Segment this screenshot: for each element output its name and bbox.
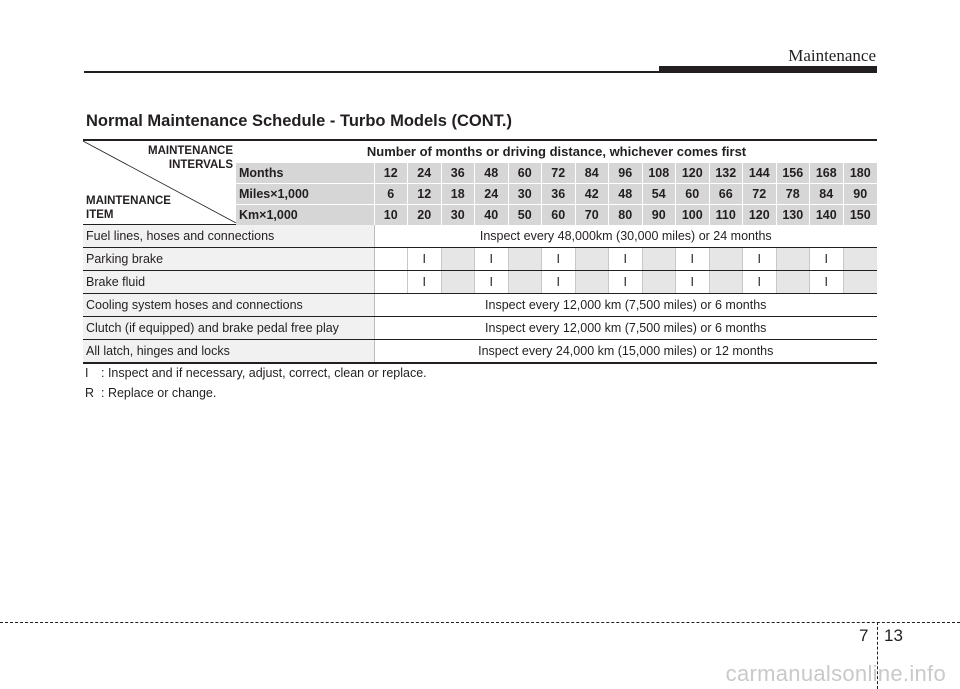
interval-label: Km×1,000: [236, 204, 374, 225]
schedule-mark: I: [408, 248, 442, 271]
interval-value: 10: [374, 204, 408, 225]
schedule-mark: [374, 271, 408, 294]
interval-value: 108: [642, 162, 676, 183]
interval-value: 54: [642, 183, 676, 204]
item-name: Clutch (if equipped) and brake pedal free play: [83, 317, 374, 340]
schedule-mark: [843, 271, 877, 294]
item-name: Fuel lines, hoses and connections: [83, 225, 374, 248]
item-name: All latch, hinges and locks: [83, 340, 374, 364]
header-rule-thin: [84, 71, 659, 73]
schedule-mark: [575, 271, 609, 294]
schedule-mark: [642, 271, 676, 294]
section-title: Maintenance: [788, 46, 876, 65]
interval-value: 96: [609, 162, 643, 183]
page-number: 13: [884, 626, 903, 645]
interval-value: 90: [642, 204, 676, 225]
schedule-mark: I: [408, 271, 442, 294]
schedule-mark: I: [676, 271, 710, 294]
schedule-mark: [709, 271, 743, 294]
interval-value: 120: [676, 162, 710, 183]
table-row: [83, 248, 877, 271]
interval-value: 156: [776, 162, 810, 183]
interval-value: 66: [709, 183, 743, 204]
interval-value: 50: [508, 204, 542, 225]
interval-value: 48: [475, 162, 509, 183]
table-row: [83, 271, 877, 294]
interval-value: 36: [441, 162, 475, 183]
interval-value: 180: [843, 162, 877, 183]
interval-value: 24: [408, 162, 442, 183]
interval-value: 72: [743, 183, 777, 204]
interval-value: 60: [542, 204, 576, 225]
interval-value: 140: [810, 204, 844, 225]
legend-text: : Replace or change.: [101, 386, 217, 400]
schedule-mark: [374, 248, 408, 271]
schedule-mark: I: [743, 271, 777, 294]
interval-value: 42: [575, 183, 609, 204]
interval-value: 84: [575, 162, 609, 183]
interval-value: 150: [843, 204, 877, 225]
schedule-mark: I: [743, 248, 777, 271]
interval-value: 18: [441, 183, 475, 204]
schedule-mark: I: [475, 248, 509, 271]
table-row: [83, 225, 877, 248]
interval-value: 48: [609, 183, 643, 204]
item-note: Inspect every 48,000km (30,000 miles) or 24 months: [374, 225, 877, 248]
schedule-mark: I: [609, 271, 643, 294]
schedule-mark: [441, 271, 475, 294]
interval-value: 100: [676, 204, 710, 225]
interval-value: 84: [810, 183, 844, 204]
interval-value: 120: [743, 204, 777, 225]
interval-value: 72: [542, 162, 576, 183]
schedule-mark: I: [609, 248, 643, 271]
interval-value: 12: [408, 183, 442, 204]
interval-value: 30: [441, 204, 475, 225]
interval-value: 40: [475, 204, 509, 225]
legend-key: R: [85, 386, 95, 400]
item-note: Inspect every 12,000 km (7,500 miles) or 6 months: [374, 317, 877, 340]
corner-intervals-label: MAINTENANCE INTERVALS: [148, 145, 233, 171]
schedule-mark: [508, 271, 542, 294]
interval-value: 24: [475, 183, 509, 204]
interval-value: 6: [374, 183, 408, 204]
interval-span-title: Number of months or driving distance, whichever comes first: [236, 140, 877, 162]
legend-text: : Inspect and if necessary, adjust, correct, clean or replace.: [101, 366, 427, 380]
interval-value: 80: [609, 204, 643, 225]
schedule-mark: [709, 248, 743, 271]
interval-value: 78: [776, 183, 810, 204]
schedule-mark: I: [810, 248, 844, 271]
legend-key: I: [85, 366, 89, 380]
legend-inspect: [85, 366, 427, 380]
interval-value: 90: [843, 183, 877, 204]
interval-value: 144: [743, 162, 777, 183]
schedule-mark: [575, 248, 609, 271]
maintenance-schedule-table: [83, 139, 877, 364]
schedule-mark: [776, 248, 810, 271]
table-row: [83, 340, 877, 364]
item-name: Brake fluid: [83, 271, 374, 294]
interval-value: 130: [776, 204, 810, 225]
interval-value: 168: [810, 162, 844, 183]
table-row: [83, 294, 877, 317]
schedule-mark: [843, 248, 877, 271]
table-row: [83, 317, 877, 340]
schedule-mark: [642, 248, 676, 271]
item-note: Inspect every 24,000 km (15,000 miles) or 12 months: [374, 340, 877, 364]
footer-dashed-rule: [0, 622, 960, 623]
item-name: Cooling system hoses and connections: [83, 294, 374, 317]
interval-value: 60: [508, 162, 542, 183]
watermark: carmanualsonline.info: [725, 661, 946, 686]
interval-label: Miles×1,000: [236, 183, 374, 204]
schedule-mark: I: [475, 271, 509, 294]
schedule-mark: I: [542, 271, 576, 294]
schedule-mark: [441, 248, 475, 271]
item-name: Parking brake: [83, 248, 374, 271]
schedule-mark: [508, 248, 542, 271]
interval-value: 60: [676, 183, 710, 204]
legend-replace: [85, 386, 216, 400]
corner-item-label: MAINTENANCE ITEM: [86, 195, 171, 221]
interval-value: 20: [408, 204, 442, 225]
interval-value: 30: [508, 183, 542, 204]
header-rule-thick: [659, 66, 877, 73]
schedule-mark: I: [676, 248, 710, 271]
interval-value: 36: [542, 183, 576, 204]
schedule-mark: I: [810, 271, 844, 294]
chapter-number: 7: [859, 626, 869, 645]
interval-label: Months: [236, 162, 374, 183]
schedule-mark: [776, 271, 810, 294]
schedule-mark: I: [542, 248, 576, 271]
interval-value: 70: [575, 204, 609, 225]
item-note: Inspect every 12,000 km (7,500 miles) or 6 months: [374, 294, 877, 317]
doc-title: Normal Maintenance Schedule - Turbo Models (CONT.): [86, 112, 512, 130]
table-corner-header: [83, 140, 236, 225]
interval-value: 110: [709, 204, 743, 225]
interval-value: 132: [709, 162, 743, 183]
interval-value: 12: [374, 162, 408, 183]
